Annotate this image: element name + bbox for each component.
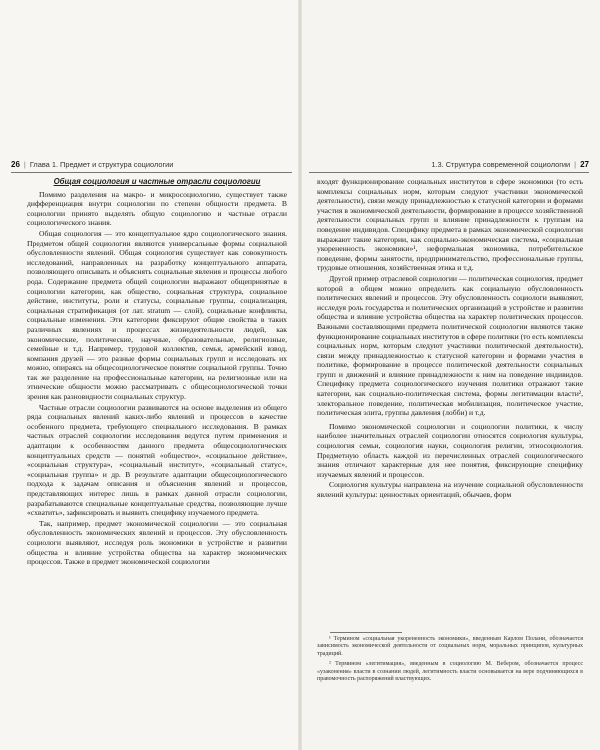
paragraph: входят функционирование социальных институтов в сфере экономики (то есть комплексы социальных норм, которым следуют участники экономической деятельности), связи между принадлежностью к статусной категории и формами участия в экономической деятельности, формирование в процессе хозяйственной деятельности социальных групп и влияние принадлежности к группам на поведение индивидов. Специфику предмета в рамках экономической социологии выражают такие категории, как социально-экономическая система, «социальная укорененность экономики»¹, неформальная экономика, потребительское поведение, формы занятости, предпринимательство, профессиональные группы, трудовые отношения, хозяйственная этика и т.д. — [317, 177, 583, 273]
left-body-column — [27, 177, 287, 567]
paragraph: Другой пример отраслевой социологии — политическая социология, предмет которой в общем можно определить как социальную обусловленность политических явлений и процессов. Эту обусловленность социологи выявляют, исследуя роль государства и политических организаций в устройстве и развитии общества и влияние устройства общества на характер политических процессов. Важными составляющими предмета политической социологии являются также функционирование социальных институтов в сфере политики (то есть комплексы социальных норм, которым следуют участники политической деятельности), связи между принадлежностью к статусной категории и формами участия в политике, формирование в процессе политической деятельности социальных групп и движений и влияние принадлежности к ним на поведение индивидов. Специфику предмета социологического изучения политики отражают такие категории, как социально-политическая система, формы легитимации власти², электоральное поведение, политическая мобилизация, политическое участие, политическая элита, группы давления (лобби) и т.д. — [317, 273, 584, 418]
paragraph: Помимо экономической социологии и социологии политики, к числу наиболее значительных отраслей социологии относятся социология культуры, социология семьи, социология науки, социология религии, этносоциология. Предметную область каждой из перечисленных отраслей социологического знания отличают характерные для нее понятия, фиксирующие специфику изучаемых явлений и процессов. — [317, 421, 583, 479]
left-running-header: 26 | Глава 1. Предмет и структура социологии — [11, 160, 174, 169]
paragraph: Частные отрасли социологии развиваются на основе выделения из общего ряда социальных явлений каких-либо явлений и процессов в качестве особенного предмета, требующего специального исследования. В рамках частных отраслей социологии исследования ведутся путем применения и адаптации к особенностям данного предмета общесоциологических концептуальных средств — понятий «общество», «социальное действие», «социальная структура», «социальный институт», «социальный статус», «социальная группа» и др. В результате адаптации общесоциологического подхода к задачам описания и объяснения явлений и процессов, представляющих интерес лишь в рамках данной отрасли социологии, разрабатываются специальные концептуальные средства, позволяющие лучше «схватить», зафиксировать и выявить специфику изучаемого предмета. — [27, 402, 287, 518]
paragraph: Так, например, предмет экономической социологии — это социальная обусловленность экономических явлений и процессов. Эту обусловленность социологи выявляют, исследуя роль экономики в устройстве и развитии общества и влияние устройства общества на характер экономических процессов. Также в предмет экономической социологии — [27, 518, 287, 567]
section-heading: Общая социология и частные отрасли социологии — [53, 177, 261, 186]
right-body-column — [317, 177, 583, 500]
right-page-number: 27 — [580, 160, 589, 169]
footnote: ² Термином «легитимация», введенным в социологию М. Вебером, обозначается процесс «узаконения» власти в сознании людей, легитимность власти основывается на вере подчиняющихся в правомочность распоряжений властвующих. — [317, 661, 583, 683]
paragraph: Помимо разделения на макро- и микросоциологию, существует также дифференциация внутри социологии по степени общности предмета. В социологии принято выделять общую социологию и частные отрасли социологического знания. — [27, 189, 287, 228]
book-gutter — [298, 0, 302, 750]
paragraph: Общая социология — это концептуальное ядро социологического знания. Предметом общей социологии являются универсальные формы социальной обусловленности явлений. Общая социология существует как совокупность исследований, направленных на разработку концептуального аппарата, позволяющего описывать и объяснять социальные явления и процессы любого рода. Содержание предмета общей социологии выражают общепринятые в социологии категории, как общество, социальная структура, социальное действие, институты, роли и статусы, социальные группы, социализация, социальная стратификация (от лат. stratum — слой), социальные конфликты, социальные изменения. Эти категории фиксируют общие свойства в таких различных явлениях и процессах жизнедеятельности людей, как экономические, политические, научные, образовательные, религиозные, семейные и т.д. Например, трудовой коллектив, семья, армейский взвод, компания друзей — это разные формы социальных групп и исследовать их можно, опираясь на общесоциологическое понятие социальной группы. Точно так же разделение на профессиональные категории, на религиозные или на этнические общности можно рассматривать с общесоциологической точки зрения как разновидности социальных структур. — [27, 228, 287, 402]
right-running-header: 1.3. Структура современной социологии | 27 — [431, 160, 589, 169]
left-chapter-title: Глава 1. Предмет и структура социологии — [29, 160, 174, 169]
right-section-title: 1.3. Структура современной социологии — [431, 160, 571, 169]
footnotes — [317, 636, 583, 686]
right-header-rule — [309, 172, 589, 173]
footnote: ¹ Термином «социальная укорененность экономики», введенным Карлом Полани, обозначается зависимость экономической деятельности от социальных норм, моральных принципов, культурных традиций. — [317, 636, 583, 657]
footnote-rule — [330, 632, 402, 633]
left-page-number: 26 — [11, 160, 20, 169]
left-header-rule — [11, 172, 292, 173]
paragraph: Социология культуры направлена на изучение социальной обусловленности явлений культуры: ценностных ориентаций, обычаев, форм — [317, 480, 583, 499]
